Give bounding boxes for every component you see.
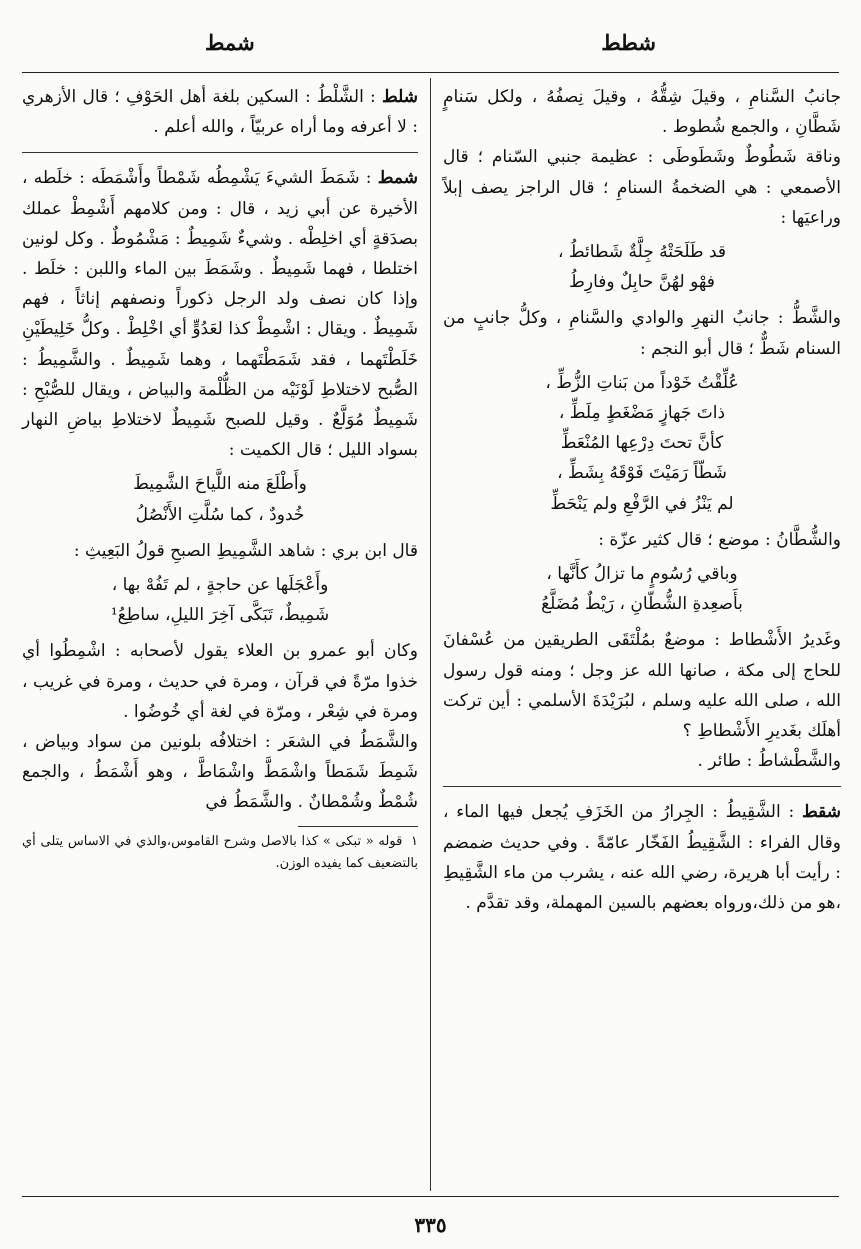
entry-shamata (22, 163, 418, 817)
paragraph (443, 797, 841, 918)
running-head-right: شطط (601, 30, 656, 55)
paragraph: والشَّطْشاطُ : طائر . (697, 751, 841, 772)
root-headword: شلط (381, 87, 418, 107)
verse-line: كأنَّ تحتَ دِرْعِها المُنْعَطِّ (560, 433, 724, 454)
paragraph: والشَّطُّ : جانبُ النهرِ والوادي والسَّنامِ ، وكلُّ جانبٍ من السنام شَطٌّ ؛ قال أبو النجم : (443, 308, 841, 359)
verse-block (443, 237, 841, 297)
footnote-text: قوله « تبكى » كذا بالاصل وشرح القاموس،والذي في الاساس يتلى أي بالتضعيف كما يفيده الوزن. (22, 833, 418, 871)
entry-text: : الشَّلْطُ : السكين بلغة أهل الحَوْفِ ؛ قال الأزهري : لا أعرفه وما أراه عربيّاً ، والله أعلم . (22, 87, 418, 138)
verse-line: فهْو لهُنَّ حابِلٌ وفارِطُ (569, 272, 715, 293)
verse-line: لم يَنْزُ في الرَّفْعِ ولم يَنْحَطِّ (550, 493, 734, 514)
paragraph: والشَّمَطُ في الشعَر : اختلافُه بلونين من سواد وبياض ، شَمِطَ شَمَطاً واشْمَطَّ واشْمَاطَّ ، وهو أَشْمَطُ ، والجمع شُمْطٌ وشُمْطانٌ . والشَّمَطُ في (22, 732, 418, 813)
verse-line: خُدودٌ ، كما سُلَّتِ الأَنْصُلُ (135, 504, 305, 525)
root-headword: شمط (377, 168, 419, 189)
verse-line: بأَصعِدةِ الشُّطّانِ ، رَيْطٌ مُضَلَّعُ (541, 594, 743, 615)
verse-block (443, 559, 841, 619)
entry-text: : الشَّقِيطُ : الجِرارُ من الخَزَفِ يُجعل فيها الماء ، وقال الفراء : الشَّقِيطُ الفَخّار عامّةً . وفي حديث ضمضم : رأيت أبا هريرة، رضي الله عنه ، يشرب من ماء الشَّقِيطِ ،هو من ذلك،ورواه بعضهم بالسين المهملة، وقد تقدَّم . (443, 802, 841, 914)
verse-line: وأَعْجَلَها عن حاجةٍ ، لم تَفُهْ بها ، (111, 575, 329, 596)
entry-text: : شَمَطَ الشيءَ يَشْمِطُه شَمْطاً وأَشْمَطَه : خلَطه ، الأخيرة عن أبي زيد ، قال : ومن كلامهم أَشْمِطْ عملك بصدَقةٍ أي اخلِطْه . وشيءٌ شَمِيطٌ : مَشْمُوطٌ . وكل لونين اختلطا ، فهما شَمِيطٌ . وشَمَطَ بين الماء واللبن : خلَط . وإذا كان نصف ولد الرجل ذكوراً ونصفهم إناثاً ، فهم شَمِيطٌ . ويقال : اشْمِطْ كذا لعَدُوٍّ أي اخْلِطْ . وكلُّ خَلِيطَيْنِ خَلَطْتَهما ، فقد شَمَطْتَهما ، وهما شَمِيطٌ . والشَّمِيطُ : الصُّبح لاختلاطِ لَوْنَيْه من الظُّلْمة والبياض ، ويقال للصُّبْحِ : شَمِيطٌ مُوَلَّعٌ . وقيل للصبح شَمِيطٌ لاختلاطِ بياضِ النهار بسواد الليل ؛ قال الكميت : (22, 168, 418, 461)
verse-line: شَمِيطٌ، تَبَكَّى آخِرَ الليلِ، ساطِعُ¹ (110, 605, 330, 626)
running-head-left: شمط (205, 30, 255, 55)
footer-rule (22, 1196, 839, 1197)
footnote-mark: ١ (411, 833, 418, 849)
root-headword: شقط (802, 802, 841, 823)
verse-line: ذاتَ جَهازٍ مَضْغَطٍ مِلَطِّ ، (558, 403, 726, 424)
footnote (22, 831, 418, 875)
paragraph: جانبُ السَّنامِ ، وقيلَ شِقُّهُ ، وقيلَ نِصفُهُ ، ولكل سَنامٍ شَطَّانِ ، والجمع شُطوط . (443, 87, 841, 138)
paragraph: قال ابن بري : شاهد الشَّمِيطِ الصبحِ قولُ البَعِيثِ : (73, 540, 418, 561)
paragraph: وكان أبو عمرو بن العلاء يقول لأصحابه : اشْمِطُوا أي خذوا مرّةً في قرآن ، ومرة في حديث ، ومرة في غريب ، ومرة في شِعْر ، ومرّة في لغة أي خُوضُوا . (22, 641, 418, 722)
left-column (22, 82, 418, 875)
page-number: ٣٣٥ (414, 1213, 447, 1237)
verse-block (443, 368, 841, 519)
entry-shatt-continued (443, 82, 841, 776)
verse-block (22, 570, 418, 630)
footnote-rule (298, 826, 418, 827)
column-divider (430, 78, 431, 1191)
header-rule (22, 72, 839, 73)
paragraph (22, 82, 418, 142)
entry-shaqata (443, 797, 841, 918)
paragraph (22, 163, 418, 465)
paragraph: والشُّطَّانُ : موضع ؛ قال كثير عزّة : (598, 529, 841, 550)
verse-block (22, 469, 418, 529)
verse-line: وأَطْلَعَ منه اللَّياحَ الشَّمِيطَ (133, 474, 307, 495)
paragraph: وغَديرُ الأَشْطاط : موضعٌ بمُلْتَقَى الطريقين من عُسْفانَ للحاج إلى مكة ، صانها الله عز وجل ؛ ومنه قول رسول الله ، صلى الله عليه وسلم ، لبُرَيْدَةَ الأسلمي : أين تركت أهلَك بغَديرِ الأَشْطاطِ ؟ (443, 630, 841, 742)
verse-line: شَطّاً رَمَيْتَ فَوْقَهُ بِشَطِّ ، (557, 463, 727, 484)
entry-separator (443, 786, 841, 787)
entry-separator (22, 152, 418, 153)
verse-line: قد طَلَحَتْهُ جِلَّةٌ شَطائطُ ، (557, 242, 727, 263)
right-column (443, 82, 841, 926)
verse-line: عُلِّقْتُ خَوْداً من بَناتِ الزُّطِّ ، (545, 372, 739, 393)
verse-line: وباقي رُسُومٍ ما تزالُ كأَنَّها ، (546, 564, 738, 585)
entry-shalata (22, 82, 418, 142)
paragraph: وناقة شَطُوطٌ وشَطَوطَى : عظيمة جنبي السّنام ؛ قال الأصمعي : هي الضخمةُ السنامِ ؛ قال الراجز يصف إبلاً وراعيَها : (443, 147, 841, 228)
